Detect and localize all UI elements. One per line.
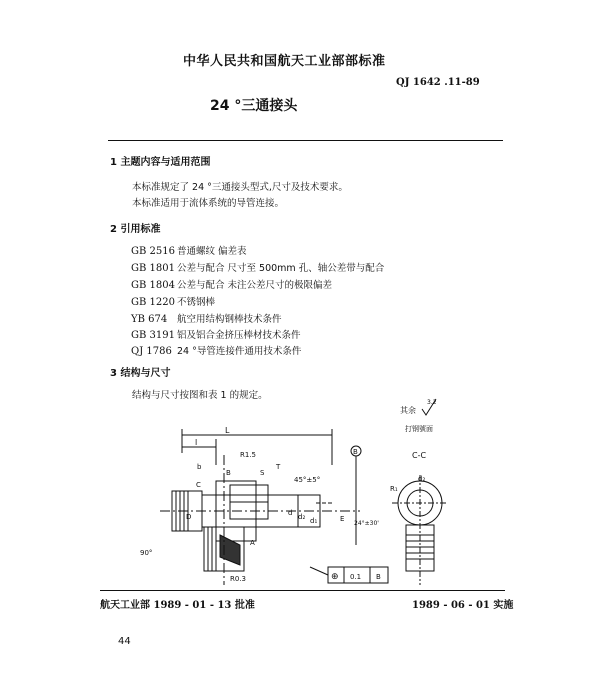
dim-R15: R1.5: [240, 451, 256, 459]
standard-title: 中华人民共和国航天工业部部标准: [183, 54, 386, 69]
dim-B: B: [226, 469, 231, 477]
section-1-heading: 1 主题内容与适用范围: [110, 157, 211, 168]
tolerance-datum: B: [376, 573, 381, 581]
tee-fitting-drawing: [100, 395, 480, 595]
dim-l: l: [195, 438, 198, 447]
tolerance-value: 0.1: [350, 573, 362, 581]
ref-code: GB 3191: [131, 330, 175, 341]
dim-angle45: 45°±5°: [294, 476, 321, 484]
dim-E: E: [340, 515, 345, 523]
ref-code: GB 1804: [131, 280, 175, 291]
dim-angle24: 24°±30': [354, 520, 379, 527]
roughness-value: 3.2: [427, 399, 437, 406]
ref-code: GB 2516: [131, 246, 175, 257]
ref-row: [131, 294, 215, 308]
footer-rule: [100, 590, 505, 591]
section-3-heading: 3 结构与尺寸: [110, 368, 171, 379]
ref-text: 公差与配合 未注公差尺寸的极限偏差: [177, 280, 333, 291]
position-symbol: ⊕: [331, 572, 339, 582]
dim-S: S: [260, 469, 265, 477]
ref-row: [131, 277, 332, 291]
dim-d1: d₁: [310, 517, 318, 525]
standard-code: QJ 1642 .11-89: [396, 77, 480, 88]
approval-date: 航天工业部 1989 - 01 - 13 批准: [100, 600, 255, 611]
datum-marker: B: [353, 448, 358, 456]
ref-row: [131, 343, 301, 357]
header-rule: [108, 140, 503, 141]
ref-code: GB 1220: [131, 297, 175, 308]
section-2-heading: 2 引用标准: [110, 224, 161, 235]
mark-note: 打钢號面: [405, 425, 433, 433]
dim-angle90: 90°: [140, 549, 153, 557]
ref-text: 普通螺纹 偏差表: [177, 246, 247, 257]
dim-C: C: [196, 481, 201, 489]
dim-R03: R0.3: [230, 575, 246, 583]
ref-row: [131, 311, 282, 325]
surface-note: 其余: [400, 406, 416, 415]
ref-text: 铝及铝合金挤压棒材技术条件: [177, 330, 301, 341]
section-1-line-1: 本标准规定了 24 °三通接头型式,尺寸及技术要求。: [132, 182, 348, 193]
section-1-line-2: 本标准适用于流体系统的导管连接。: [132, 198, 285, 209]
ref-code: YB 674: [131, 314, 168, 325]
dim-L: L: [225, 426, 230, 435]
dim-d: d: [288, 509, 293, 517]
ref-code: QJ 1786: [131, 346, 172, 357]
dim-D: D: [186, 513, 192, 521]
dim-d2-section: d₂: [418, 475, 426, 483]
ref-text: 公差与配合 尺寸至 500mm 孔、轴公差带与配合: [177, 263, 385, 274]
page-number: 44: [118, 636, 131, 647]
ref-row: [131, 243, 247, 257]
ref-code: GB 1801: [131, 263, 175, 274]
dim-b: b: [197, 463, 202, 471]
ref-text: 航空用结构钢棒技术条件: [177, 314, 282, 325]
section-3-line: 结构与尺寸按图和表 1 的规定。: [132, 390, 268, 401]
ref-text: 不锈钢棒: [177, 297, 216, 308]
dim-d2: d₂: [298, 513, 306, 521]
dim-R1: R₁: [390, 485, 398, 493]
dim-T: T: [276, 463, 281, 471]
document-title: 24 °三通接头: [210, 98, 298, 114]
ref-row: [131, 327, 301, 341]
dim-A: A: [250, 539, 255, 547]
implementation-date: 1989 - 06 - 01 实施: [412, 600, 514, 611]
section-label: C-C: [412, 451, 427, 460]
ref-row: [131, 260, 384, 274]
ref-text: 24 °导管连接件通用技术条件: [177, 346, 302, 357]
